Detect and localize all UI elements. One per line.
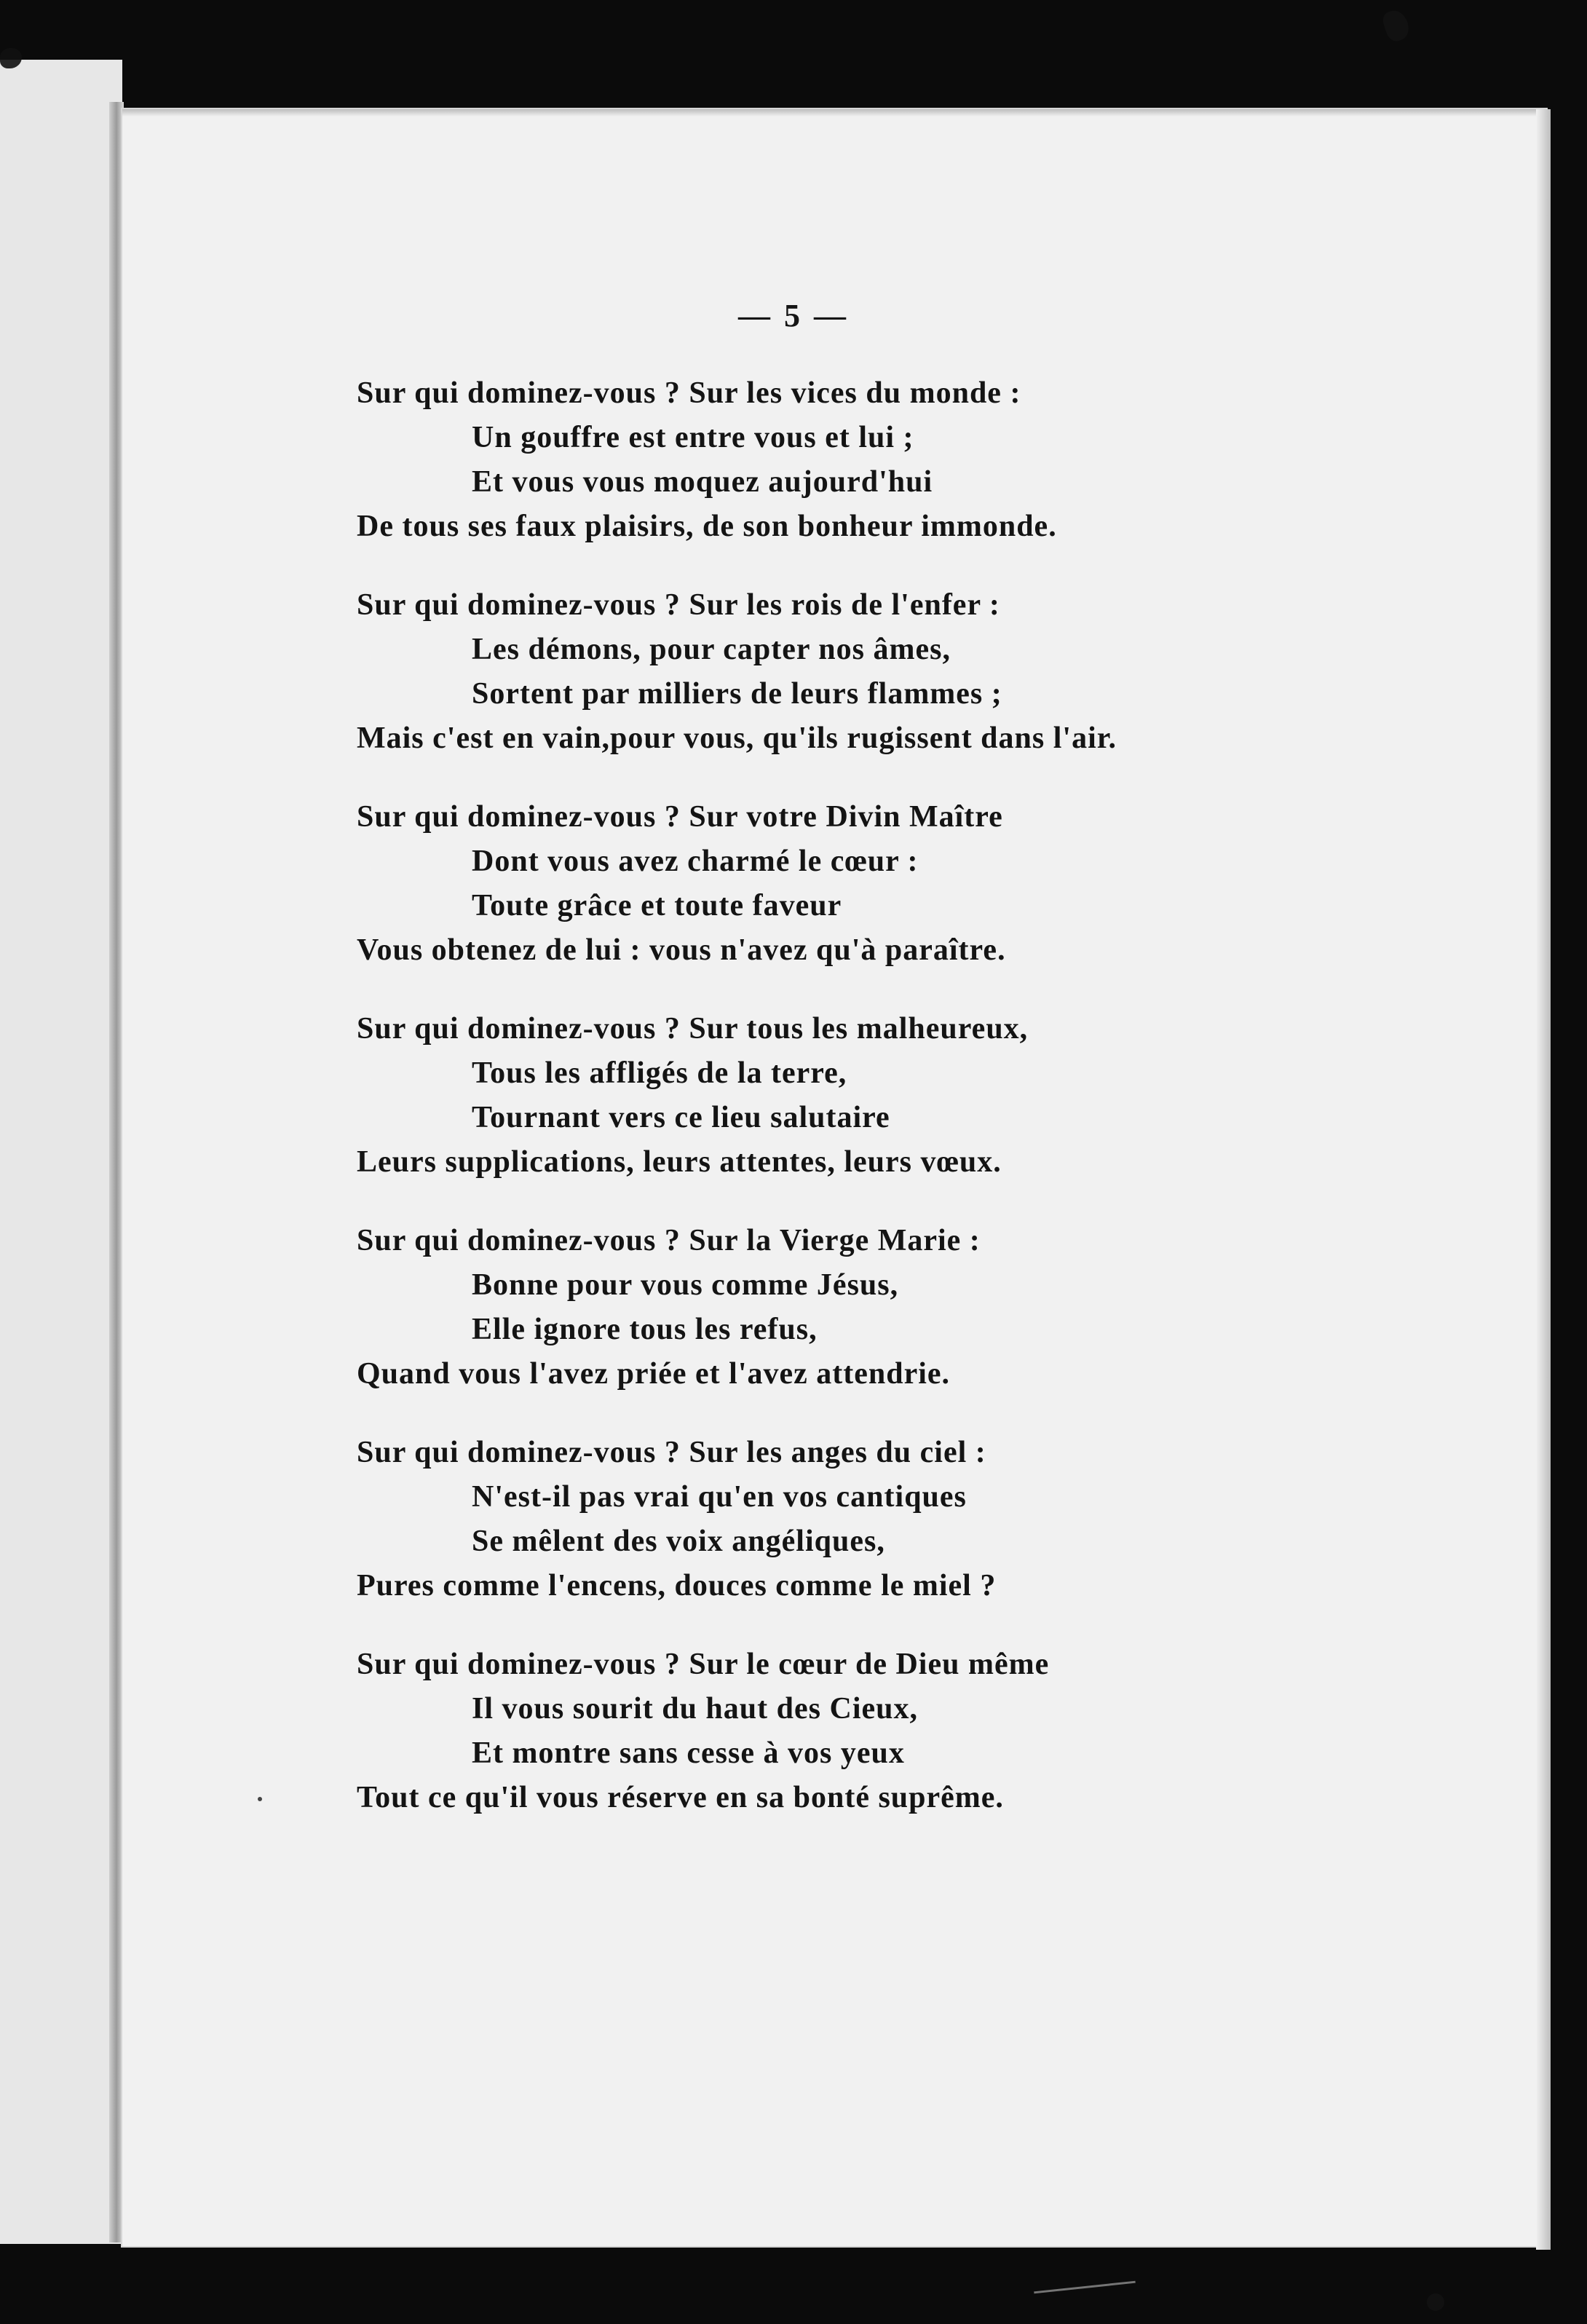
book-gutter: [109, 102, 124, 2242]
verse-line: Tous les affligés de la terre,: [472, 1056, 847, 1090]
verse-line: Les démons, pour capter nos âmes,: [472, 633, 951, 666]
verse-line: Et montre sans cesse à vos yeux: [472, 1736, 905, 1770]
poem: [357, 371, 1274, 1854]
verse-line: Tout ce qu'il vous réserve en sa bonté suprême.: [357, 1781, 1004, 1814]
verse-line: Sur qui dominez-vous ? Sur la Vierge Marie :: [357, 1224, 981, 1257]
stanza-1: [357, 371, 1274, 549]
stanza-3: [357, 795, 1274, 973]
verse-line: Sur qui dominez-vous ? Sur le cœur de Dieu même: [357, 1648, 1050, 1681]
scan-scratch: [1034, 2281, 1136, 2294]
verse-line: De tous ses faux plaisirs, de son bonheur immonde.: [357, 510, 1057, 543]
ink-speck: [1380, 7, 1412, 44]
verse-line: Un gouffre est entre vous et lui ;: [472, 421, 914, 454]
verse-line: Sur qui dominez-vous ? Sur votre Divin Maître: [357, 800, 1003, 834]
ink-speck: [258, 1797, 262, 1801]
stanza-5: [357, 1219, 1274, 1396]
verse-line: Toute grâce et toute faveur: [472, 889, 842, 922]
verse-line: Vous obtenez de lui : vous n'avez qu'à paraître.: [357, 933, 1006, 967]
verse-line: Sur qui dominez-vous ? Sur les anges du ciel :: [357, 1436, 986, 1469]
stanza-2: [357, 583, 1274, 761]
stanza-6: [357, 1431, 1274, 1608]
verse-line: Sur qui dominez-vous ? Sur tous les malheureux,: [357, 1012, 1029, 1046]
verse-line: Il vous sourit du haut des Cieux,: [472, 1692, 918, 1726]
verse-line: Quand vous l'avez priée et l'avez attendrie.: [357, 1357, 951, 1391]
stanza-7: [357, 1643, 1274, 1820]
verse-line: Bonne pour vous comme Jésus,: [472, 1268, 899, 1302]
stanza-4: [357, 1007, 1274, 1185]
verse-line: Elle ignore tous les refus,: [472, 1313, 818, 1346]
verse-line: Sur qui dominez-vous ? Sur les rois de l'enfer :: [357, 588, 1000, 622]
page-right-edge: [1536, 109, 1551, 2250]
verse-line: N'est-il pas vrai qu'en vos cantiques: [472, 1480, 967, 1514]
verse-line: Et vous vous moquez aujourd'hui: [472, 465, 933, 499]
verse-line: Tournant vers ce lieu salutaire: [472, 1101, 890, 1134]
page-top-shadow: [122, 109, 1546, 116]
verse-line: Sortent par milliers de leurs flammes ;: [472, 677, 1002, 711]
verse-line: Pures comme l'encens, douces comme le miel ?: [357, 1569, 997, 1602]
verse-line: Leurs supplications, leurs attentes, leurs vœux.: [357, 1145, 1002, 1179]
verse-line: Mais c'est en vain,pour vous, qu'ils rugissent dans l'air.: [357, 722, 1117, 755]
page-number: — 5 —: [738, 298, 849, 333]
verse-line: Dont vous avez charmé le cœur :: [472, 845, 919, 878]
facing-page-edge: [0, 60, 122, 2244]
ink-speck: [1427, 2293, 1444, 2311]
verse-line: Se mêlent des voix angéliques,: [472, 1525, 885, 1558]
verse-line: Sur qui dominez-vous ? Sur les vices du monde :: [357, 376, 1021, 410]
